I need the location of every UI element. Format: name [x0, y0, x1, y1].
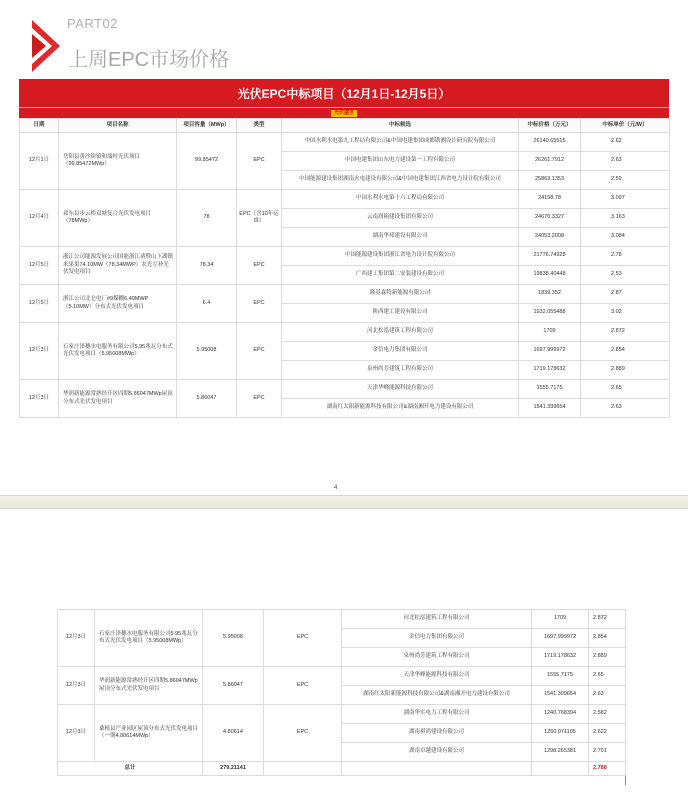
- part-logo-icon: [30, 20, 62, 72]
- table-row: [20, 247, 670, 266]
- unit-price-cell: 2.65: [581, 380, 670, 399]
- price-cell: 1240.768394: [532, 705, 589, 724]
- project-cell: 华润新能源常熟经开区四期5.86047MWp屋顶分布式光伏发电项目: [95, 667, 203, 705]
- capacity-cell: 5.95008: [177, 323, 237, 380]
- table-title: 光伏EPC中标项目（12月1日-12月5日）: [19, 79, 669, 107]
- brand-band: [19, 107, 669, 118]
- capacity-cell: 99.85472: [177, 133, 237, 190]
- price-cell: 25863.1353: [519, 171, 581, 190]
- type-cell: EPC: [237, 285, 282, 323]
- date-cell: 12月3日: [20, 380, 59, 418]
- col-capacity: 项目容量（MWp）: [177, 119, 237, 133]
- winner-cell: 湖南祺鸿建设有限公司: [342, 724, 532, 743]
- unit-price-cell: 2.854: [581, 342, 670, 361]
- price-cell: 1709: [519, 323, 581, 342]
- unit-price-cell: 2.63: [581, 399, 670, 418]
- col-price: 中标价格（万元）: [519, 119, 581, 133]
- price-cell: 1555.7175: [519, 380, 581, 399]
- date-cell: 12月3日: [20, 323, 59, 380]
- date-cell: 12月3日: [58, 667, 95, 705]
- col-winner: 中标候选: [282, 119, 519, 133]
- price-cell: 1719.178632: [532, 648, 589, 667]
- price-cell: 1298.265381: [532, 743, 589, 762]
- unit-price-cell: 2.63: [581, 152, 670, 171]
- type-cell: EPC: [237, 323, 282, 380]
- date-cell: 12月5日: [20, 247, 59, 285]
- type-cell: EPC: [237, 133, 282, 190]
- section-title: 上周EPC市场价格: [68, 49, 230, 71]
- total-label: 总计: [58, 762, 203, 776]
- winner-cell: 湖南红太阳新能源科技有限公司&湖南湘开电力建设有限公司: [282, 399, 519, 418]
- price-cell: 1932.055488: [519, 304, 581, 323]
- date-cell: 12月5日: [20, 285, 59, 323]
- total-price-empty: [532, 762, 589, 776]
- winner-cell: 河北松泓建筑工程有限公司: [342, 610, 532, 629]
- brand-logo: 光伏盛世: [331, 110, 357, 117]
- price-cell: 19838.40448: [519, 266, 581, 285]
- unit-price-cell: 3.084: [581, 228, 670, 247]
- price-cell: 1555.7175: [532, 667, 589, 686]
- unit-price-cell: 3.097: [581, 190, 670, 209]
- project-cell: 浙江公司北仑电厂#9煤棚6.40MWP（5.10MW）分布式光伏发电项目: [59, 285, 177, 323]
- price-cell: 24670.3327: [519, 209, 581, 228]
- date-cell: 12月3日: [58, 610, 95, 667]
- project-cell: 石家庄泽穗水电服务有限公司5.95兆瓦分布式光伏发电项目（5.95008MWp）: [59, 323, 177, 380]
- unit-price-cell: 2.53: [581, 266, 670, 285]
- table-row: [20, 285, 670, 304]
- unit-price-cell: 2.582: [589, 705, 626, 724]
- col-project: 项目名称: [59, 119, 177, 133]
- table-header-row: [20, 119, 670, 133]
- col-type: 类型: [237, 119, 282, 133]
- table-row: [58, 610, 626, 629]
- winner-cell: 湖南华实电力工程有限公司: [342, 705, 532, 724]
- unit-price-cell: 2.854: [589, 629, 626, 648]
- capacity-cell: 4.80614: [203, 705, 264, 762]
- price-cell: 1839.352: [519, 285, 581, 304]
- project-cell: 桑植县产业园区屋顶分布式光伏发电项目（一期4.80614MWp）: [95, 705, 203, 762]
- capacity-cell: 78: [177, 190, 237, 247]
- total-capacity: 279.21141: [203, 762, 264, 776]
- capacity-cell: 5.86047: [203, 667, 264, 705]
- unit-price-cell: 2.889: [589, 648, 626, 667]
- winner-cell: 中国能源建设集团浙江省电力设计院有限公司: [282, 247, 519, 266]
- capacity-cell: 5.86047: [177, 380, 237, 418]
- unit-price-cell: 2.701: [589, 743, 626, 762]
- part-label: PART02: [67, 16, 118, 31]
- type-cell: EPC: [264, 705, 342, 762]
- project-cell: 岳阳县黄沙街镇和端村光伏项目（99.85472MWp）: [59, 133, 177, 190]
- type-cell: EPC: [264, 667, 342, 705]
- winner-cell: 隆基森特新能源有限公司: [282, 285, 519, 304]
- winner-cell: 金信电力集团有限公司: [342, 629, 532, 648]
- table-row: [20, 323, 670, 342]
- capacity-cell: 5.95008: [203, 610, 264, 667]
- type-cell: EPC（含10年运维）: [237, 190, 282, 247]
- winner-cell: 泉州尚芳建筑工程有限公司: [342, 648, 532, 667]
- date-cell: 12月4日: [20, 190, 59, 247]
- price-cell: 26140.65515: [519, 133, 581, 152]
- type-cell: EPC: [237, 247, 282, 285]
- table-row: [20, 190, 670, 209]
- total-unit-price: 2.788: [589, 762, 626, 776]
- unit-price-cell: 2.62: [581, 133, 670, 152]
- epc-bid-table: [19, 118, 670, 418]
- project-cell: 华润新能源常熟经开区四期5.86047MWp屋顶分布式光伏发电项目: [59, 380, 177, 418]
- type-cell: EPC: [264, 610, 342, 667]
- unit-price-cell: 2.59: [581, 171, 670, 190]
- table-row: [20, 133, 670, 152]
- unit-price-cell: 2.622: [589, 724, 626, 743]
- winner-cell: 湖南华邦建设有限公司: [282, 228, 519, 247]
- winner-cell: 中国能源建设集团湖南火电建设有限公司&中国电建集团江西省电力设计院有限公司: [282, 171, 519, 190]
- winner-cell: 陕西建工建设有限公司: [282, 304, 519, 323]
- unit-price-cell: 2.78: [581, 247, 670, 266]
- epc-table: [19, 79, 669, 418]
- table-row: [20, 380, 670, 399]
- project-cell: 石家庄泽穗水电服务有限公司5.95兆瓦分布式光伏发电项目（5.95008MWp）: [95, 610, 203, 667]
- unit-price-cell: 3.163: [581, 209, 670, 228]
- table-row: [58, 705, 626, 724]
- price-cell: 1697.999972: [532, 629, 589, 648]
- unit-price-cell: 3.02: [581, 304, 670, 323]
- price-cell: 1541.399654: [532, 686, 589, 705]
- col-unit-price: 中标单价（元/W）: [581, 119, 670, 133]
- price-cell: 24053.2008: [519, 228, 581, 247]
- epc-bid-table-continued: [57, 609, 626, 776]
- page-number: 4: [334, 485, 338, 491]
- price-cell: 1260.071105: [532, 724, 589, 743]
- winner-cell: 天津华峰能源科技有限公司: [342, 667, 532, 686]
- unit-price-cell: 2.872: [581, 323, 670, 342]
- winner-cell: 天津华峰能源科技有限公司: [282, 380, 519, 399]
- project-cell: 浙江公司能源发展公司国能浙江诸暨山下湖镇米果果74.10MW（78.34MWP）农光互补光伏发电项目: [59, 247, 177, 285]
- unit-price-cell: 2.87: [581, 285, 670, 304]
- total-row: [58, 762, 626, 776]
- unit-price-cell: 2.65: [589, 667, 626, 686]
- winner-cell: 中国电建集团山东电力建设第一工程有限公司: [282, 152, 519, 171]
- winner-cell: 云南润箱建设集团有限公司: [282, 209, 519, 228]
- total-winner-empty: [342, 762, 532, 776]
- winner-cell: 中国水利水电第十六工程局有限公司: [282, 190, 519, 209]
- capacity-cell: 6.4: [177, 285, 237, 323]
- price-cell: 26261.7912: [519, 152, 581, 171]
- date-cell: 12月3日: [58, 705, 95, 762]
- date-cell: 12月1日: [20, 133, 59, 190]
- winner-cell: 金信电力集团有限公司: [282, 342, 519, 361]
- winner-cell: 广西建工集团第二安装建设有限公司: [282, 266, 519, 285]
- price-cell: 1719.178632: [519, 361, 581, 380]
- report-page-bottom: [0, 509, 688, 798]
- price-cell: 1541.399654: [519, 399, 581, 418]
- project-cell: 祁东县步云桥双塘复合光伏发电项目（78MWp）: [59, 190, 177, 247]
- unit-price-cell: 2.889: [581, 361, 670, 380]
- type-cell: EPC: [237, 380, 282, 418]
- col-date: 日期: [20, 119, 59, 133]
- price-cell: 1697.999972: [519, 342, 581, 361]
- price-cell: 24158.78: [519, 190, 581, 209]
- capacity-cell: 78.34: [177, 247, 237, 285]
- table-row: [58, 667, 626, 686]
- total-type-empty: [264, 762, 342, 776]
- unit-price-cell: 2.63: [589, 686, 626, 705]
- unit-price-cell: 2.872: [589, 610, 626, 629]
- price-cell: 21776.74928: [519, 247, 581, 266]
- winner-cell: 河北松泓建筑工程有限公司: [282, 323, 519, 342]
- winner-cell: 泉州尚芳建筑工程有限公司: [282, 361, 519, 380]
- winner-cell: 湖南红太阳新能源科技有限公司&湖南湘开电力建设有限公司: [342, 686, 532, 705]
- price-cell: 1709: [532, 610, 589, 629]
- epc-table-continued: [57, 609, 625, 776]
- winner-cell: 湖南卓越建设有限公司: [342, 743, 532, 762]
- winner-cell: 中国水利水电第九工程局有限公司&中国电建集团成都勘测设计研究院有限公司: [282, 133, 519, 152]
- page-break: [0, 495, 688, 509]
